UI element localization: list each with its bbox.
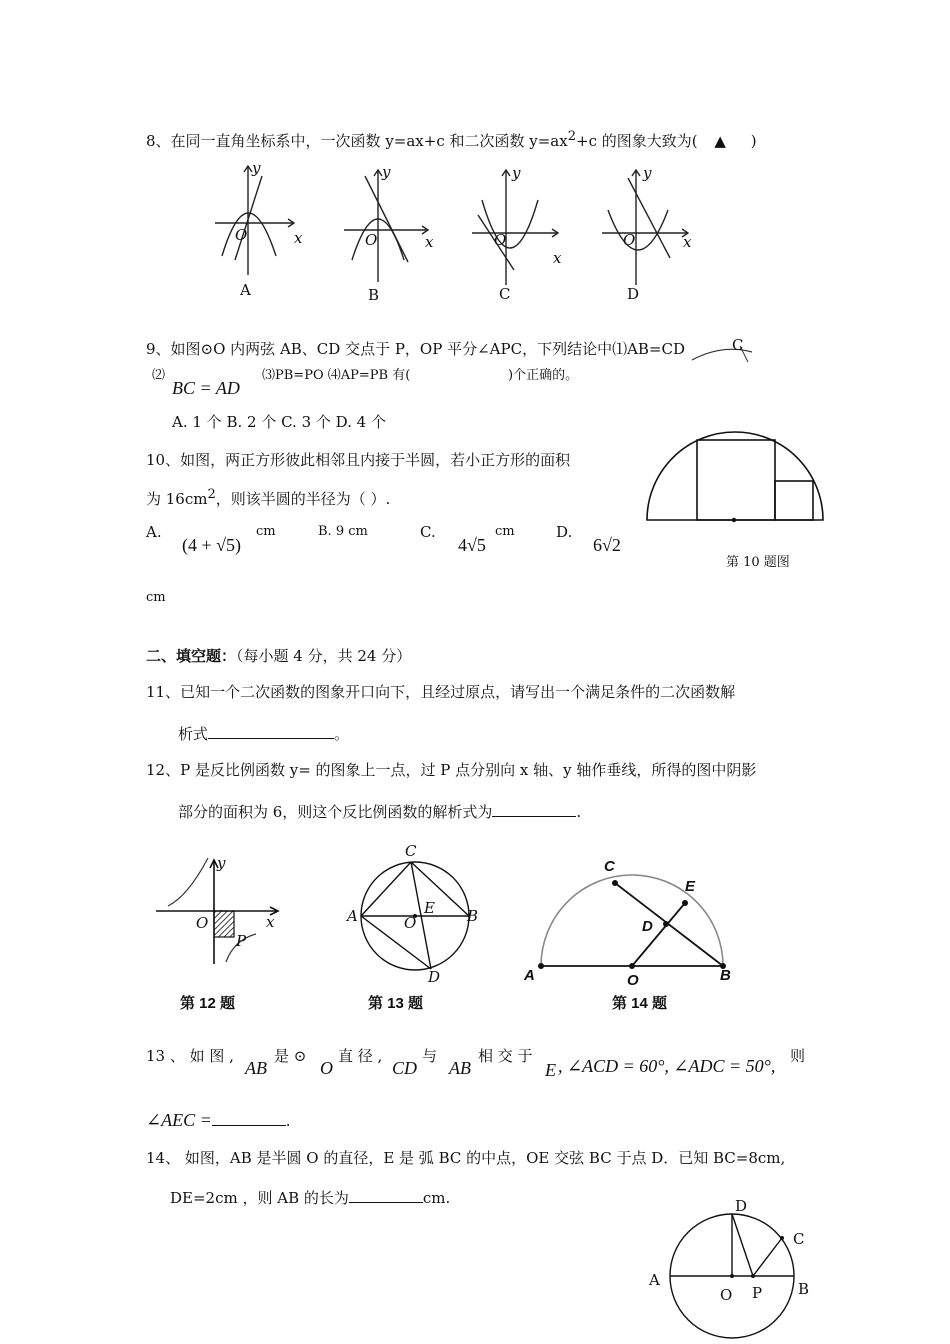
q14-circle-figure	[665, 1210, 805, 1340]
q11-line1: 11、已知一个二次函数的图象开口向下，且经过原点，请写出一个满足条件的二次函数解	[146, 683, 736, 701]
fig14-o-label: O	[627, 972, 639, 989]
q10-figure-caption: 第 10 题图	[726, 555, 790, 570]
q10-line2: 为 $16cm^2$，则该半圆的半径为（ ）.	[146, 487, 391, 508]
q8-b-origin: O	[365, 231, 378, 249]
q8-label-b: B	[368, 286, 380, 304]
fig14-c-label: C	[604, 858, 615, 875]
q8-c-origin: O	[494, 231, 507, 249]
q13-o: O	[320, 1058, 333, 1078]
fig13-a-label: A	[347, 907, 358, 925]
fig12-origin: O	[196, 914, 209, 932]
q8-a-y-label: y	[252, 159, 261, 177]
q8-c-x-label: x	[553, 249, 562, 267]
q8-label-d: D	[627, 285, 640, 303]
fig14-b-label: B	[720, 967, 731, 984]
q14-fig-b: B	[798, 1280, 810, 1298]
fig14-semicircle	[535, 870, 735, 980]
q8-b-x-label: x	[425, 233, 434, 251]
fig12-p-label: P	[236, 932, 247, 950]
q12-line1: 12、P 是反比例函数 y= 的图象上一点，过 P 点分别向 x 轴、y 轴作垂线，所得的图中阴影	[146, 761, 757, 779]
q8-stem: 8、在同一直角坐标系中，一次函数 y=ax+c 和二次函数 $y=ax^2+c$ 的图象大致为( ▲ )	[146, 129, 757, 150]
q14-fig-a: A	[649, 1271, 660, 1289]
fig14-caption: 第 14 题	[612, 995, 668, 1012]
q12-blank[interactable]	[492, 802, 576, 817]
q8-d-origin: O	[623, 231, 636, 249]
q9-line1: 9、如图⊙O 内两弦 AB、CD 交点于 P，OP 平分∠APC，下列结论中⑴AB=CD	[146, 340, 685, 358]
section2-heading: 二、填空题：（每小题 4 分，共 24 分）	[146, 647, 412, 665]
q13-angles: , ∠ACD = 60°, ∠ADC = 50°,	[558, 1056, 776, 1076]
q13-is: 是 ⊙	[274, 1047, 307, 1065]
fig14-a-label: A	[524, 967, 535, 984]
q8-graph-a	[215, 166, 294, 275]
fig13-b-label: B	[467, 907, 479, 925]
q9-arc-equation: BC = AD	[172, 378, 240, 398]
q13-meet: 相 交 于	[478, 1047, 533, 1065]
fig13-o-label: O	[404, 914, 417, 932]
q14-blank[interactable]	[349, 1188, 423, 1203]
q9-fig-label-c: C	[732, 336, 744, 354]
q12-line2: 部分的面积为 6，则这个反比例函数的解析式为 .	[178, 803, 582, 821]
q8-graph-b	[344, 170, 428, 282]
q8-c-y-label: y	[512, 164, 521, 182]
q10-option-d: D.	[556, 523, 573, 541]
q8-label-c: C	[499, 285, 511, 303]
fig13-c-label: C	[405, 842, 417, 860]
q10-option-c-unit: cm	[495, 524, 515, 539]
q9-line2: ⑶PB=PO ⑷AP=PB 有(	[262, 368, 411, 383]
q10-semicircle-figure	[645, 428, 835, 528]
fig14-e-label: E	[685, 878, 696, 895]
q8-b-y-label: y	[382, 163, 391, 181]
q10-option-a: A.	[146, 523, 162, 541]
q13-line2: ∠AEC = .	[146, 1110, 291, 1130]
q13-ab: AB	[245, 1058, 267, 1078]
q8-a-x-label: x	[294, 229, 303, 247]
fig12-x-label: x	[266, 913, 275, 931]
q13-blank[interactable]	[212, 1111, 286, 1126]
q10-option-a-unit: cm	[256, 524, 276, 539]
q10-option-c-expr: 4√5	[458, 535, 486, 555]
fig13-caption: 第 13 题	[368, 995, 424, 1012]
q14-fig-d: D	[735, 1197, 748, 1215]
q8-answer-mark: ▲	[714, 132, 726, 150]
q8-label-a: A	[240, 281, 251, 299]
q9-options: A. 1 个 B. 2 个 C. 3 个 D. 4 个	[172, 413, 386, 431]
q11-line2: 析式 。	[178, 725, 350, 743]
q13-e: E	[545, 1060, 556, 1080]
q14-line1: 14、 如图，AB 是半圆 O 的直径，E 是 弧 BC 的中点，OE 交弦 BC 于点 D．已知 BC=8cm,	[146, 1149, 786, 1167]
q9-arc-figure	[690, 338, 770, 368]
q13-then: 则	[790, 1047, 806, 1065]
q13-diameter: 直 径 ,	[338, 1047, 383, 1065]
q14-fig-c: C	[793, 1230, 805, 1248]
q10-line1: 10、如图，两正方形彼此相邻且内接于半圆，若小正方形的面积	[146, 451, 571, 469]
q13-with: 与	[422, 1047, 438, 1065]
q13-cd: CD	[392, 1058, 418, 1078]
q8-a-origin: O	[235, 226, 248, 244]
q13-lead: 13 、 如 图 ,	[146, 1047, 234, 1065]
q14-fig-p: P	[752, 1284, 763, 1302]
q10-unit-line: cm	[146, 590, 166, 605]
q10-option-a-expr: (4 + √5)	[182, 535, 242, 555]
q14-fig-o: O	[720, 1286, 733, 1304]
q9-line2-end: )个正确的。	[508, 368, 579, 383]
q14-line2: DE=2cm ，则 AB 的长为 cm.	[170, 1189, 451, 1207]
q11-blank[interactable]	[208, 724, 334, 739]
q10-option-b: B. 9 cm	[318, 524, 368, 539]
q8-graph-d	[602, 170, 688, 285]
q9-line2-prefix: ⑵	[152, 368, 166, 383]
q10-option-d-expr: 6√2	[593, 535, 621, 555]
q8-graph-c	[472, 170, 558, 285]
q8-d-y-label: y	[643, 164, 652, 182]
q8-d-x-label: x	[683, 233, 692, 251]
fig13-d-label: D	[428, 968, 441, 986]
q10-option-c: C.	[420, 523, 436, 541]
q13-ab2: AB	[449, 1058, 471, 1078]
fig14-d-label: D	[642, 918, 653, 935]
fig13-e-label: E	[424, 899, 435, 917]
q8-graphs	[0, 0, 950, 320]
fig12-y-label: y	[217, 854, 226, 872]
fig12-caption: 第 12 题	[180, 995, 236, 1012]
